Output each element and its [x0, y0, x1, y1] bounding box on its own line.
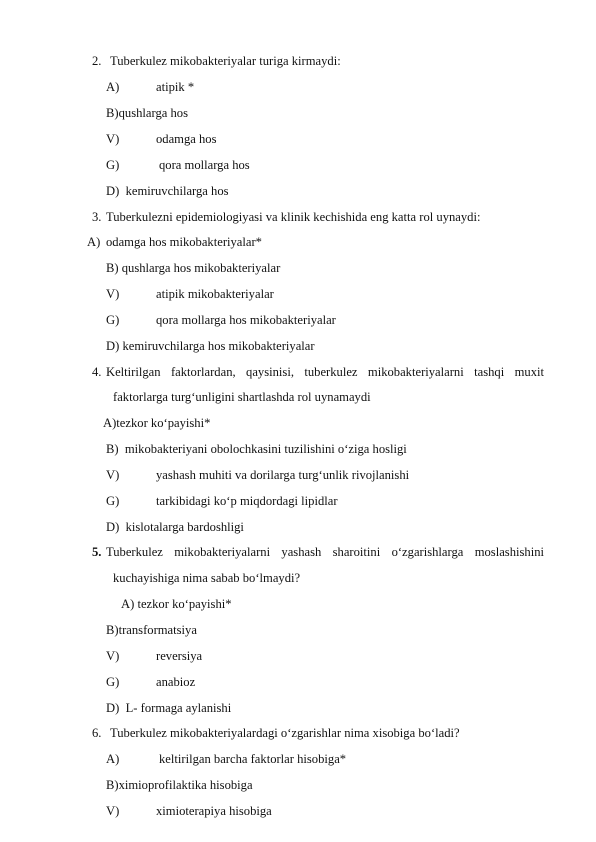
- option-label: V): [106, 649, 120, 663]
- option-d: [106, 519, 244, 535]
- question-text-line-2: faktorlarga turg‘unligini shartlashda rol uynamaydi: [113, 390, 371, 404]
- option-label: D): [106, 520, 120, 534]
- question-number: 3.: [92, 210, 102, 224]
- option-text: kislotalarga bardoshligi: [125, 520, 244, 534]
- option-text: kemiruvchilarga hos mikobakteriyalar: [122, 339, 315, 353]
- option-text: yashash muhiti va dorilarga turg‘unlik rivojlanishi: [156, 468, 410, 482]
- option-label: G): [106, 675, 120, 689]
- option-b: [106, 260, 280, 276]
- option-a: [87, 234, 262, 250]
- question-text-line-2: kuchayishiga nima sabab bo‘lmaydi?: [113, 571, 301, 585]
- option-label: V): [106, 287, 120, 301]
- option-text: qora mollarga hos mikobakteriyalar: [156, 313, 336, 327]
- option-text: tezkor ko‘payishi*: [137, 597, 232, 611]
- option-text: qushlarga hos mikobakteriyalar: [121, 261, 281, 275]
- question-number: 2.: [92, 54, 102, 68]
- option-v: [106, 131, 217, 147]
- question-text: Tuberkulezni epidemiologiyasi va klinik kechishida eng katta rol uynaydi:: [106, 210, 481, 224]
- question-2: [92, 53, 341, 69]
- option-v: [106, 803, 272, 819]
- option-a: [103, 415, 210, 431]
- option-g: [106, 157, 250, 173]
- option-text: qushlarga hos: [118, 106, 188, 120]
- option-label: D): [106, 339, 120, 353]
- option-label: B): [106, 778, 119, 792]
- option-text: tarkibidagi ko‘p miqdordagi lipidlar: [156, 494, 338, 508]
- option-label: B): [106, 442, 119, 456]
- option-g: [106, 493, 338, 509]
- option-label: B): [106, 623, 119, 637]
- option-v: [106, 648, 203, 664]
- option-label: G): [106, 494, 120, 508]
- option-label: D): [106, 184, 120, 198]
- question-text: Tuberkulez mikobakteriyalar turiga kirmaydi:: [110, 54, 341, 68]
- question-text-line-1: Tuberkulez mikobakteriyalarni yashash sharoitini o‘zgarishlarga moslashishini: [106, 545, 544, 559]
- option-label: G): [106, 313, 120, 327]
- option-text: L- formaga aylanishi: [125, 701, 232, 715]
- question-6: [92, 725, 460, 741]
- option-text: odamga hos: [156, 132, 217, 146]
- option-text: odamga hos mikobakteriyalar*: [106, 235, 262, 249]
- option-label: A): [103, 416, 117, 430]
- option-d: [106, 700, 231, 716]
- option-a: [106, 751, 347, 767]
- option-label: B): [106, 106, 119, 120]
- option-g: [106, 674, 196, 690]
- question-text-line-1: Keltirilgan faktorlardan, qaysinisi, tuberkulez mikobakteriyalarni tashqi muxit: [106, 365, 544, 379]
- question-5: [92, 544, 544, 560]
- question-text: Tuberkulez mikobakteriyalardagi o‘zgarishlar nima xisobiga bo‘ladi?: [110, 726, 460, 740]
- option-label: A): [106, 752, 120, 766]
- question-3: [92, 209, 481, 225]
- option-g: [106, 312, 336, 328]
- option-text: atipik *: [156, 80, 195, 94]
- option-b: [106, 622, 197, 638]
- option-b: [106, 105, 188, 121]
- option-v: [106, 286, 274, 302]
- option-text: tezkor ko‘payishi*: [116, 416, 211, 430]
- option-d: [106, 338, 315, 354]
- option-label: V): [106, 468, 120, 482]
- option-label: V): [106, 804, 120, 818]
- option-a: [121, 596, 232, 612]
- option-label: B): [106, 261, 119, 275]
- option-text: keltirilgan barcha faktorlar hisobiga*: [159, 752, 347, 766]
- option-text: mikobakteriyani obolochkasini tuzilishini o‘ziga hosligi: [124, 442, 407, 456]
- option-d: [106, 183, 229, 199]
- option-b: [106, 441, 407, 457]
- option-text: qora mollarga hos: [159, 158, 250, 172]
- option-label: A): [121, 597, 135, 611]
- option-label: V): [106, 132, 120, 146]
- option-text: transformatsiya: [118, 623, 197, 637]
- option-v: [106, 467, 410, 483]
- option-text: anabioz: [156, 675, 196, 689]
- option-b: [106, 777, 253, 793]
- question-number: 4.: [92, 365, 102, 379]
- question-number: 5.: [92, 545, 102, 559]
- option-label: A): [106, 80, 120, 94]
- option-text: reversiya: [156, 649, 203, 663]
- option-text: ximioprofilaktika hisobiga: [118, 778, 253, 792]
- question-number: 6.: [92, 726, 102, 740]
- option-text: atipik mikobakteriyalar: [156, 287, 274, 301]
- option-label: G): [106, 158, 120, 172]
- option-text: ximioterapiya hisobiga: [156, 804, 272, 818]
- option-a: [106, 79, 195, 95]
- option-label: D): [106, 701, 120, 715]
- option-label: A): [87, 235, 101, 249]
- question-4: [92, 364, 544, 380]
- option-text: kemiruvchilarga hos: [125, 184, 229, 198]
